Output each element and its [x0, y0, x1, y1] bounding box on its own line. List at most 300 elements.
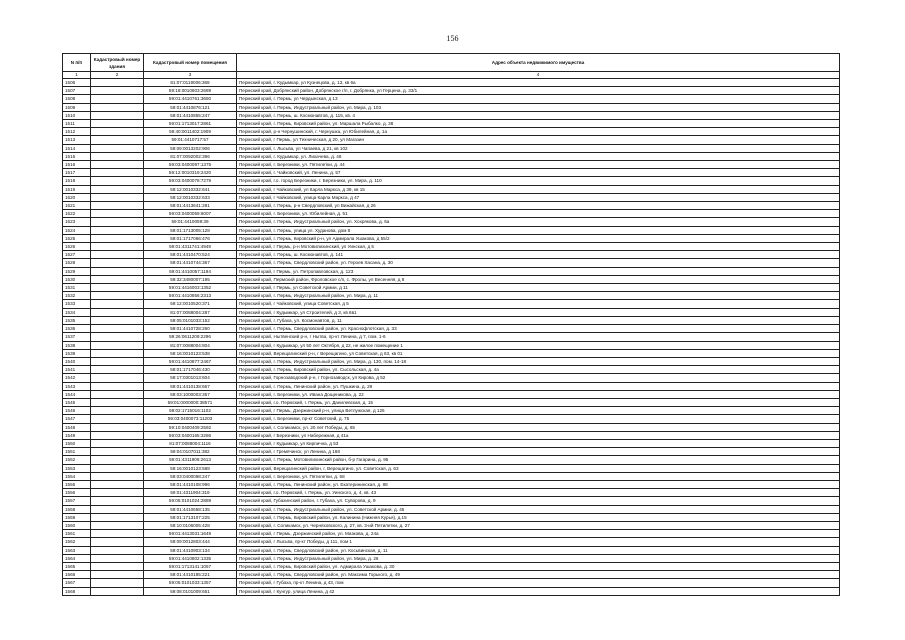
table-row [63, 439, 840, 447]
table-row [63, 152, 840, 160]
table-row [63, 546, 840, 554]
room-cadastral: 59:01:4311741:4949 [144, 243, 237, 251]
room-cadastral: 59:01:4311904:319 [144, 489, 237, 497]
room-cadastral: 59:01:4410802:1335 [144, 554, 237, 562]
table-row [63, 87, 840, 95]
address: Пермский край, г. Пермь, Кировский район, ул. Сысольская, д. 4а [237, 366, 840, 374]
row-number: 1512 [63, 128, 91, 136]
room-cadastral: 81:07:0088004:287 [144, 308, 237, 316]
building-cadastral [91, 497, 144, 505]
table-row [63, 431, 840, 439]
row-number: 1538 [63, 341, 91, 349]
row-number: 1523 [63, 218, 91, 226]
room-cadastral: 59:09:0013202:906 [144, 144, 237, 152]
room-cadastral: 59:01:4413641:281 [144, 202, 237, 210]
address: Пермский край, г. Пермь, Кировский район, ул. Калинина (Нижняя Курья), д.15 [237, 513, 840, 521]
row-number: 1562 [63, 538, 91, 546]
address: Пермский край, г. Пермь, Индустриальный район, ул. Мира, д. 130, пом. 14-18 [237, 357, 840, 365]
page-number: 156 [446, 34, 459, 43]
row-number: 1563 [63, 546, 91, 554]
row-number: 1549 [63, 431, 91, 439]
address: Пермский край, Горнозаводский р-н, г Горнозаводск, ул Кирова, д 52 [237, 374, 840, 382]
table-row [63, 300, 840, 308]
building-cadastral [91, 234, 144, 242]
room-cadastral: 59:03:0400098:247 [144, 472, 237, 480]
table-row [63, 587, 840, 595]
table-row [63, 177, 840, 185]
address: Пермский край, г. Березники, ул. Пятилетки, д. 58 [237, 472, 840, 480]
row-number: 1539 [63, 349, 91, 357]
table-row [63, 144, 840, 152]
building-cadastral [91, 366, 144, 374]
row-number: 1534 [63, 308, 91, 316]
row-number: 1532 [63, 292, 91, 300]
address: Пермский край, г. Кудымкар, ул Кузнецова, д. 13, кв 6а [237, 79, 840, 87]
table-row [63, 489, 840, 497]
building-cadastral [91, 480, 144, 488]
row-number: 1559 [63, 513, 91, 521]
building-cadastral [91, 382, 144, 390]
table-row [63, 202, 840, 210]
room-cadastral: 59:32:3480007:195 [144, 275, 237, 283]
room-cadastral: 59:12:0010319:2420 [144, 169, 237, 177]
building-cadastral [91, 152, 144, 160]
room-cadastral: 59:10:0400409:2592 [144, 423, 237, 431]
address: Пермский край, г Пермь, Дзержинский р-н, улица Ветлужская, д 125 [237, 407, 840, 415]
address: Пермский край, г. Пермь, Индустриальный район, ул. Советской Армии, д. 45 [237, 505, 840, 513]
building-cadastral [91, 333, 144, 341]
building-cadastral [91, 300, 144, 308]
table-row [63, 284, 840, 292]
row-number: 1533 [63, 300, 91, 308]
table-row [63, 120, 840, 128]
building-cadastral [91, 79, 144, 87]
table-row [63, 530, 840, 538]
table-row [63, 136, 840, 144]
building-cadastral [91, 407, 144, 415]
building-cadastral [91, 554, 144, 562]
room-cadastral: 59:03:0400073:11203 [144, 415, 237, 423]
address: Пермский край, г. Пермь, Свердловский район, ул. Косьвинская, д. 11 [237, 546, 840, 554]
table-row [63, 390, 840, 398]
row-number: 1535 [63, 316, 91, 324]
building-cadastral [91, 95, 144, 103]
row-number: 1531 [63, 284, 91, 292]
row-number: 1536 [63, 325, 91, 333]
address: Пермский край, г. Лысьва, ул Чапаева, д 21, кв 102 [237, 144, 840, 152]
room-cadastral: 59:01:4410185:221 [144, 571, 237, 579]
address: Пермский край, г Пермь, Дзержинский район, ул. Мазкова, д. 24а [237, 530, 840, 538]
table-row [63, 349, 840, 357]
row-number: 1509 [63, 103, 91, 111]
row-number: 1568 [63, 587, 91, 595]
row-number: 1513 [63, 136, 91, 144]
row-number: 1510 [63, 111, 91, 119]
address: Пермский край, г. Пермь, ш. Космонавтов, д. 141 [237, 251, 840, 259]
room-cadastral: 59:01:4410108:996 [144, 480, 237, 488]
row-number: 1542 [63, 374, 91, 382]
row-number: 1546 [63, 407, 91, 415]
address: Пермский край, г. Березники, ул. Ивана Дощеникова, д. 22 [237, 390, 840, 398]
address: Пермский край, г. Пермь, Кировский район, ул. Адмирала Ушакова, д. 30 [237, 562, 840, 570]
address: Пермский край, г Чайковский, улица Советская, д 5 [237, 300, 840, 308]
building-cadastral [91, 415, 144, 423]
room-cadastral: 59:17:0301013:604 [144, 374, 237, 382]
building-cadastral [91, 259, 144, 267]
row-number: 1561 [63, 530, 91, 538]
room-cadastral: 81:07:0088004:804 [144, 341, 237, 349]
room-cadastral: 59:01:4410856:2313 [144, 292, 237, 300]
table-row [63, 464, 840, 472]
row-number: 1551 [63, 448, 91, 456]
building-cadastral [91, 513, 144, 521]
room-cadastral: 59:03:0400078:7279 [144, 177, 237, 185]
address: Пермский край, г Кудымкар, ул 50 лет Октября, д 22, не жилое помещение 1 [237, 341, 840, 349]
building-cadastral [91, 177, 144, 185]
row-number: 1553 [63, 464, 91, 472]
table-row [63, 308, 840, 316]
header-num: N п/п [63, 54, 91, 72]
address: Пермский край, г Пермь, р-н Мотовилихинский, ул Уинская, д 5 [237, 243, 840, 251]
room-cadastral: 59:01:4413031:1649 [144, 530, 237, 538]
address: Пермский край, г. Пермь, улица ул. Худанова, дом 8 [237, 226, 840, 234]
row-number: 1552 [63, 456, 91, 464]
table-row [63, 554, 840, 562]
property-table [62, 53, 840, 596]
building-cadastral [91, 546, 144, 554]
room-cadastral: 59:04:0107011:382 [144, 448, 237, 456]
row-number: 1508 [63, 95, 91, 103]
building-cadastral [91, 587, 144, 595]
room-cadastral: 59:01:4416003:1352 [144, 284, 237, 292]
building-cadastral [91, 448, 144, 456]
address: Пермский край, г Березники, ул Набережная, д 41а [237, 431, 840, 439]
row-number: 1527 [63, 251, 91, 259]
building-cadastral [91, 439, 144, 447]
building-cadastral [91, 571, 144, 579]
row-number: 1560 [63, 521, 91, 529]
room-cadastral: 81:07:0092002:396 [144, 152, 237, 160]
table-row [63, 398, 840, 406]
table-row [63, 571, 840, 579]
row-number: 1517 [63, 169, 91, 177]
address: Пермский край, Верещагинский р-н, г Верещагино, ул Советская, д 63, кв 01 [237, 349, 840, 357]
row-number: 1528 [63, 259, 91, 267]
address: Пермский край, г. Пермь, Свердловский район, ул. Краснофлотская, д. 33 [237, 325, 840, 333]
header-number-1: 1 [63, 72, 91, 79]
building-cadastral [91, 308, 144, 316]
building-cadastral [91, 202, 144, 210]
room-cadastral: 59:05:0101033:1357 [144, 579, 237, 587]
address: Пермский край, г. Пермь, Свердловский район, ул. Героев Хасана, д. 30 [237, 259, 840, 267]
building-cadastral [91, 120, 144, 128]
row-number: 1525 [63, 234, 91, 242]
address: Пермский край, г Чайковский, ул Карла Маркса, д 39, кв 15 [237, 185, 840, 193]
address: Пермский край, г. Пермь, Кировский р-н, ул Адмирала Ушакова, д 55/2 [237, 234, 840, 242]
table-row [63, 374, 840, 382]
building-cadastral [91, 464, 144, 472]
building-cadastral [91, 161, 144, 169]
row-number: 1524 [63, 226, 91, 234]
room-cadastral: 59:26:0611209:2296 [144, 333, 237, 341]
room-cadastral: 59:12:0010520:371 [144, 300, 237, 308]
room-cadastral: 59:16:0010123:538 [144, 349, 237, 357]
table-row [63, 448, 840, 456]
building-cadastral [91, 292, 144, 300]
address: Пермский край, Губахинский район, г. Губаха, ул. Суворова, д. 9 [237, 497, 840, 505]
table-row [63, 267, 840, 275]
room-cadastral: 59:16:0010123:588 [144, 464, 237, 472]
building-cadastral [91, 349, 144, 357]
table-row [63, 423, 840, 431]
header-number-2: 2 [91, 72, 144, 79]
address: Пермский край, г Чайковский, улица Карла Маркса, д 47 [237, 193, 840, 201]
building-cadastral [91, 218, 144, 226]
room-cadastral: 59:01:4311906:2613 [144, 456, 237, 464]
table-row [63, 210, 840, 218]
table-header-row [63, 54, 840, 72]
table-row [63, 521, 840, 529]
table-row [63, 103, 840, 111]
room-cadastral: 59:01:4410728:260 [144, 325, 237, 333]
row-number: 1530 [63, 275, 91, 283]
building-cadastral [91, 243, 144, 251]
room-cadastral: 59:01:4410744:367 [144, 259, 237, 267]
address: Пермский край, г. Пермь, Кировский район, ул. Маршала Рыбалко, д. 38 [237, 120, 840, 128]
table-row [63, 226, 840, 234]
table-row [63, 218, 840, 226]
building-cadastral [91, 267, 144, 275]
address: Пермский край, р-н Чернушинский, г. Чернушка, ул Юбилейная, д. 1а [237, 128, 840, 136]
table-row [63, 259, 840, 267]
address: Пермский край, г Лысьва, пр-кт Победы, д 111, пом 1 [237, 538, 840, 546]
room-cadastral: 59:01:1717066:476 [144, 234, 237, 242]
row-number: 1556 [63, 489, 91, 497]
building-cadastral [91, 398, 144, 406]
table-row [63, 316, 840, 324]
address: Пермский край, г.о. Пермский, г. Пермь, ул. Уинского, д. 4, кв. 43 [237, 489, 840, 497]
building-cadastral [91, 357, 144, 365]
table-row [63, 95, 840, 103]
building-cadastral [91, 169, 144, 177]
address: Пермский край, г Пермь, ул Советской Армии, д 11 [237, 284, 840, 292]
address: Пермский край, г. Пермь, Индустриальный район, ул. Мира, д. 26 [237, 554, 840, 562]
row-number: 1558 [63, 505, 91, 513]
room-cadastral: 59:02:1715016:1102 [144, 407, 237, 415]
room-cadastral: 81:07:0119006:369 [144, 79, 237, 87]
row-number: 1557 [63, 497, 91, 505]
building-cadastral [91, 390, 144, 398]
building-cadastral [91, 538, 144, 546]
address: Пермский край, г. Соликамск, ул. 20 лет Победы, д. 65 [237, 423, 840, 431]
room-cadastral: 59:01:4410855:247 [144, 111, 237, 119]
address: Пермский край, г. Березники, ул. Юбилейная, д. 51 [237, 210, 840, 218]
address: Пермский край, г. Пермь, ш. Космонавтов, д. 115, кв. 4 [237, 111, 840, 119]
building-cadastral [91, 136, 144, 144]
row-number: 1526 [63, 243, 91, 251]
building-cadastral [91, 185, 144, 193]
table-row [63, 366, 840, 374]
building-cadastral [91, 456, 144, 464]
row-number: 1507 [63, 87, 91, 95]
building-cadastral [91, 251, 144, 259]
header-building: Кадастровый номер здания [91, 54, 144, 72]
row-number: 1514 [63, 144, 91, 152]
address: Пермский край, г. Губаха, ул. Космонавтов, д. 11 [237, 316, 840, 324]
table-row [63, 497, 840, 505]
table-body [63, 79, 840, 596]
table-row [63, 243, 840, 251]
address: Пермский край, г Пермь, ул Техническая, д 20, ул Магазин [237, 136, 840, 144]
building-cadastral [91, 275, 144, 283]
table-row [63, 333, 840, 341]
table-row [63, 275, 840, 283]
address: Пермский край, г. Пермь, р-н Свердловский, ул Вижайская, д 26 [237, 202, 840, 210]
room-cadastral: 59:01:1717046:430 [144, 366, 237, 374]
header-number-3: 3 [144, 72, 237, 79]
building-cadastral [91, 325, 144, 333]
room-cadastral: 59:40:0011402:1909 [144, 128, 237, 136]
room-cadastral: 59:01:4410717:57 [144, 136, 237, 144]
building-cadastral [91, 103, 144, 111]
table-row [63, 382, 840, 390]
row-number: 1520 [63, 193, 91, 201]
row-number: 1547 [63, 415, 91, 423]
table-row [63, 579, 840, 587]
room-cadastral: 59:01:4410761:3650 [144, 95, 237, 103]
header-number-4: 4 [237, 72, 840, 79]
room-cadastral: 59:01:1713005:128 [144, 226, 237, 234]
row-number: 1555 [63, 480, 91, 488]
room-cadastral: 59:01:4410138:667 [144, 382, 237, 390]
room-cadastral: 59:01:4410470:524 [144, 251, 237, 259]
row-number: 1564 [63, 554, 91, 562]
row-number: 1515 [63, 152, 91, 160]
table-row [63, 111, 840, 119]
row-number: 1516 [63, 161, 91, 169]
address: Пермский край, г. Пермь, Индустриальный район, ул. Мира, д. 103 [237, 103, 840, 111]
row-number: 1521 [63, 202, 91, 210]
row-number: 1544 [63, 390, 91, 398]
table-row [63, 79, 840, 87]
address: Пермский край, г. Березники, пр-кт Советский, д. 75 [237, 415, 840, 423]
room-cadastral: 59:01:1713141:1057 [144, 562, 237, 570]
room-cadastral: 59:05:0101024:2889 [144, 497, 237, 505]
room-cadastral: 59:01:4410903:134 [144, 546, 237, 554]
room-cadastral: 59:09:0012803:444 [144, 538, 237, 546]
address: Пермский край, г Кунгур, улица Ленина, д 42 [237, 587, 840, 595]
room-cadastral: 59:01:4410877:2467 [144, 357, 237, 365]
header-address: Адрес объекта недвижимого имущества [237, 54, 840, 72]
address: Пермский край, г Кудымкар, ул Строителей, д 3, кв 6в1 [237, 308, 840, 316]
building-cadastral [91, 562, 144, 570]
table-row [63, 407, 840, 415]
table-row [63, 169, 840, 177]
row-number: 1518 [63, 177, 91, 185]
table-row [63, 185, 840, 193]
row-number: 1537 [63, 333, 91, 341]
address: Пермский край, г Губаха, пр-кт Ленина, д 43, пом [237, 579, 840, 587]
row-number: 1522 [63, 210, 91, 218]
table-row [63, 357, 840, 365]
row-number: 1541 [63, 366, 91, 374]
table-row [63, 193, 840, 201]
room-cadastral: 59:12:0010332:633 [144, 193, 237, 201]
building-cadastral [91, 341, 144, 349]
room-cadastral: 59:01:1713107:225 [144, 513, 237, 521]
address: Пермский край, Верещагинский район, г. Верещагино, ул. Советская, д. 63 [237, 464, 840, 472]
building-cadastral [91, 472, 144, 480]
table-row [63, 415, 840, 423]
room-cadastral: 59:08:0101009:651 [144, 587, 237, 595]
address: Пермский край, Добрянский район, Добрянское г/п, г. Добрянка, ул Герцена, д. 33/1 [237, 87, 840, 95]
address: Пермский край, г. Чайковский, ул. Ленина, д. 57 [237, 169, 840, 177]
building-cadastral [91, 226, 144, 234]
building-cadastral [91, 128, 144, 136]
building-cadastral [91, 210, 144, 218]
row-number: 1550 [63, 439, 91, 447]
address: Пермский край, г. Пермь, Индустриальный район, ул. Мира, д. 11 [237, 292, 840, 300]
table-header-numbers-row [63, 72, 840, 79]
table-row [63, 480, 840, 488]
address: Пермский край, г. Соликамск, ул. Черняховского, д. 27, кв. 3-ий Пятилетки, д. 27 [237, 521, 840, 529]
address: Пермский край, г. Пермь, Ленинский район, ул. Пушкина, д. 29 [237, 382, 840, 390]
building-cadastral [91, 111, 144, 119]
table-row [63, 161, 840, 169]
room-cadastral: 59:03:0400165:3286 [144, 431, 237, 439]
address: Пермский край, г. Березники, ул. Пятилетки, д. 44 [237, 161, 840, 169]
address: Пермский край, г. Пермь, Индустриальный район, ул. Хохрякова, д. 6а [237, 218, 840, 226]
building-cadastral [91, 374, 144, 382]
room-cadastral: 59:18:0010603:2689 [144, 87, 237, 95]
room-cadastral: 59:03:1000003:357 [144, 390, 237, 398]
address: Пермский край, г.о. Пермский, г. Пермь, ул. Данилевская, д. 15 [237, 398, 840, 406]
table-row [63, 251, 840, 259]
address: Пермский край, г. Пермь, Ленинский район, ул. Екатерининская, д. 88 [237, 480, 840, 488]
building-cadastral [91, 579, 144, 587]
building-cadastral [91, 87, 144, 95]
table-row [63, 538, 840, 546]
room-cadastral: 59:12:0010332:641 [144, 185, 237, 193]
room-cadastral: 59:03:0400097:1375 [144, 161, 237, 169]
address: Пермский край, Нытвенский р-н, г Нытва, пр-кт Ленина, д 7, пом. 1-6 [237, 333, 840, 341]
table-row [63, 325, 840, 333]
room-cadastral: 59:01:1713017:2861 [144, 120, 237, 128]
row-number: 1529 [63, 267, 91, 275]
building-cadastral [91, 193, 144, 201]
address: Пермский край, г Пермь, ул. Петропавловская, д. 123 [237, 267, 840, 275]
row-number: 1567 [63, 579, 91, 587]
table-row [63, 505, 840, 513]
row-number: 1519 [63, 185, 91, 193]
room-cadastral: 59:10:0106005:428 [144, 521, 237, 529]
room-cadastral: 81:07:0088004:1116 [144, 439, 237, 447]
address: Пермский край, г. Пермь, Мотовилихинский район, б-р Гагарина, д. 95 [237, 456, 840, 464]
row-number: 1511 [63, 120, 91, 128]
room-cadastral: 59:01:4410876:121 [144, 103, 237, 111]
address: Пермский край, г. Кудымкар, ул. Лихачева, д. 48 [237, 152, 840, 160]
building-cadastral [91, 505, 144, 513]
building-cadastral [91, 284, 144, 292]
table-row [63, 456, 840, 464]
address: Пермский край, г.о. город Березники, г. Березники, ул. Мира, д. 110 [237, 177, 840, 185]
room-cadastral: 59:01:0000000:38571 [144, 398, 237, 406]
building-cadastral [91, 423, 144, 431]
room-cadastral: 59:01:4410059:39 [144, 218, 237, 226]
address: Пермский край, г Кудымкар, ул Кирпична, д 53 [237, 439, 840, 447]
building-cadastral [91, 489, 144, 497]
table-row [63, 234, 840, 242]
